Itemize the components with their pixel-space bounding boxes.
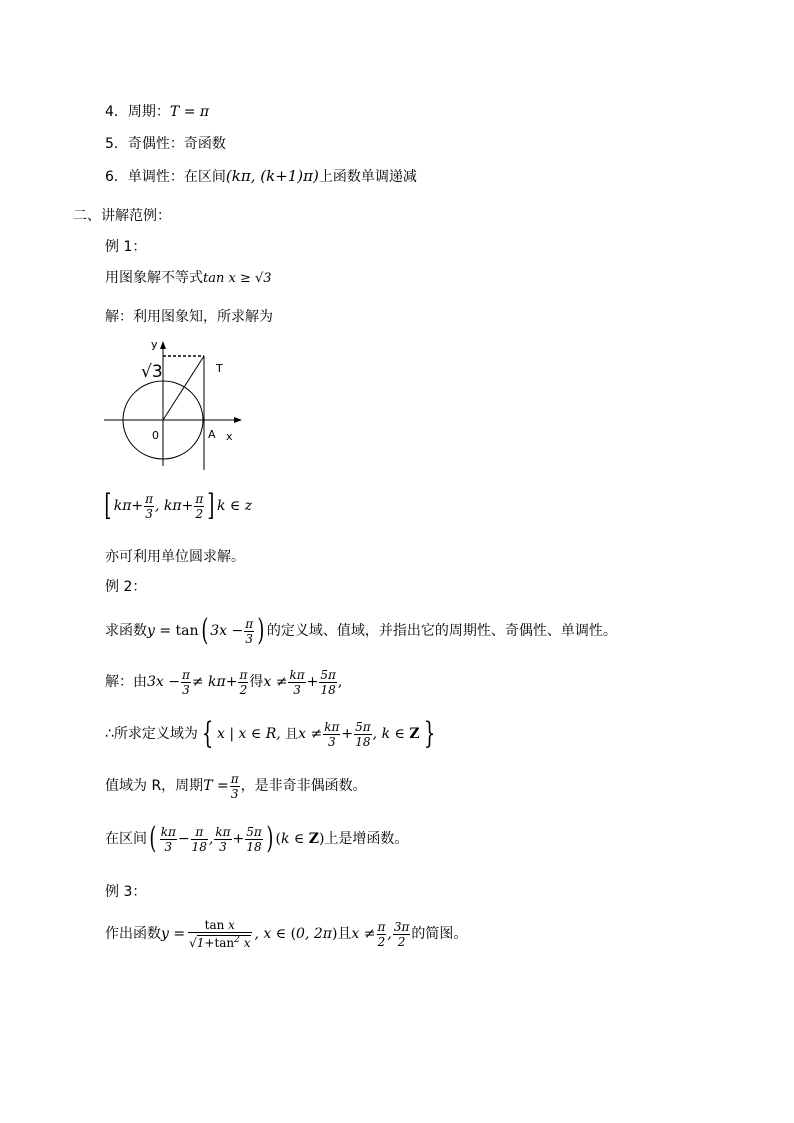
- y-axis-arrow-icon: [160, 341, 166, 349]
- sqrt3-label: √3: [141, 362, 163, 382]
- example1-answer: [ kπ+ $\frac{\pi}{3}$ , kπ+ $\frac{\pi}{2}$ ] k ∈ z: [104, 488, 253, 523]
- example2-range: 值域为 R，周期T = $\frac{\pi}{3}$ ，是非奇非偶函数。: [105, 771, 367, 801]
- mono-interval: (kπ, (k+1)π): [225, 167, 319, 185]
- example2-solution: 解：由3x − $\frac{\pi}{3}$ ≠ kπ+ $\frac{\pi}{2}$ 得x ≠ $\frac{k\pi}{3}$ + $\frac{5\pi}{18}$ ,: [105, 667, 343, 697]
- a-label: A: [208, 428, 216, 441]
- example1-solution-intro: 解：利用图象知，所求解为: [105, 309, 273, 325]
- example2-monotonic: 在区间( $\frac{k\pi}{3}$ − $\frac{\pi}{18}$ , $\frac{k\pi}{3}$ + $\frac{5\pi}{18}$ ) (k ∈ Z)上是增函数。: [105, 821, 409, 856]
- t-label: T: [216, 362, 223, 375]
- angle-ray: [163, 356, 204, 420]
- example2-domain: ∴所求定义域为 { x | x ∈ R, 且x ≠ $\frac{k\pi}{3}$ + $\frac{5\pi}{18}$ , k ∈ Z }: [105, 716, 435, 751]
- example1-note: 亦可利用单位圆求解。: [105, 549, 245, 565]
- origin-label: 0: [152, 429, 159, 442]
- example1-statement: 用图象解不等式tan x ≥ √3: [105, 270, 272, 286]
- period-line: 4．周期：T = π: [105, 104, 210, 120]
- example2-statement: 求函数y = tan( 3x − $\frac{\pi}{3}$ ) 的定义域、值域，并指出它的周期性、奇偶性、单调性。: [105, 613, 617, 648]
- period-formula: T = π: [169, 104, 210, 120]
- x-label: x: [226, 430, 233, 443]
- example1-inequality: tan x ≥ √3: [203, 271, 272, 286]
- section-heading: 二、讲解范例：: [73, 208, 171, 224]
- x-axis-arrow-icon: [234, 417, 242, 423]
- monotonic-line: 6．单调性：在区间(kπ, (k+1)π)上函数单调递减: [105, 167, 417, 185]
- example2-title: 例 2：: [105, 579, 147, 595]
- example1-title: 例 1：: [105, 239, 147, 255]
- parity-line: 5．奇偶性：奇函数: [105, 136, 226, 152]
- example3-title: 例 3：: [105, 884, 147, 900]
- example3-statement: 作出函数y = $\frac{\text{tan x}}{√1+\tan^2 x}$ , x ∈ (0, 2π)且x ≠ $\frac{\pi}{2}$ , $\frac{3\pi}{2}$ 的简图。: [105, 918, 468, 950]
- y-label: y: [151, 338, 158, 351]
- unit-circle-diagram: [100, 336, 250, 476]
